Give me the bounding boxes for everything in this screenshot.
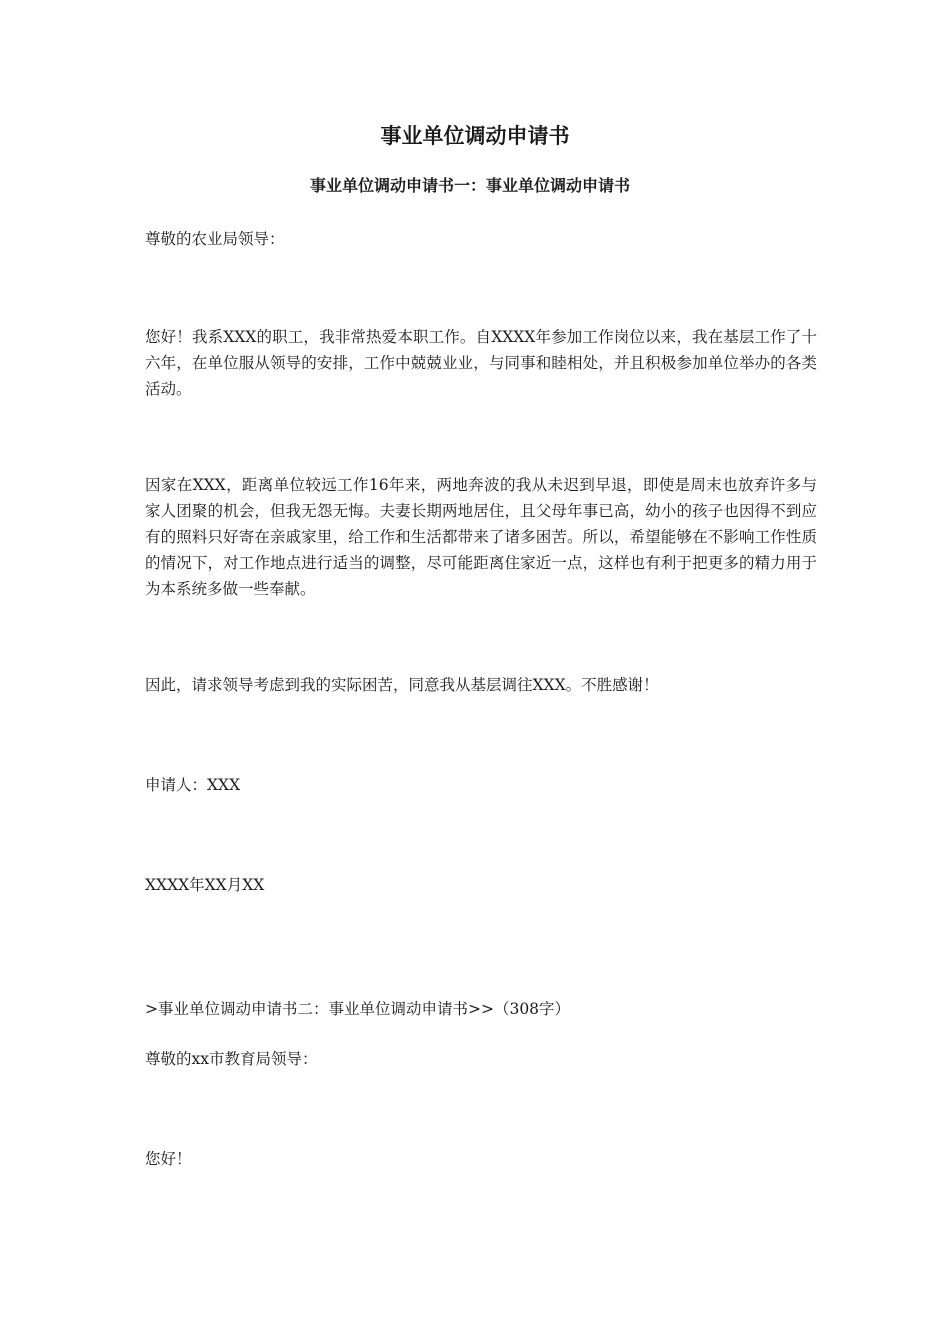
salutation-1: 尊敬的农业局领导： xyxy=(145,230,285,248)
salutation-2: 尊敬的xx市教育局领导： xyxy=(145,1050,318,1068)
document-title: 事业单位调动申请书 xyxy=(380,123,570,148)
date-line: XXXX年XX月XX xyxy=(145,876,265,894)
next-article-link[interactable]: >事业单位调动申请书二：事业单位调动申请书>>（308字） xyxy=(145,1000,571,1018)
paragraph-1: 您好！我系XXX的职工，我非常热爱本职工作。自XXXX年参加工作岗位以来，我在基层工作了十六年，在单位服从领导的安排，工作中兢兢业业，与同事和睦相处，并且积极参加单位举办的各类活动。 xyxy=(145,328,817,398)
applicant-line: 申请人：XXX xyxy=(145,776,241,794)
greeting-2: 您好！ xyxy=(145,1150,192,1168)
paragraph-2: 因家在XXX，距离单位较远工作16年来，两地奔波的我从未迟到早退，即使是周末也放弃许多与家人团聚的机会，但我无怨无悔。夫妻长期两地居住，且父母年事已高，幼小的孩子也因得不到应有的照料只好寄在亲戚家里，给工作和生活都带来了诸多困苦。所以，希望能够在不影响工作性质的情况下，对工作地点进行适当的调整，尽可能距离住家近一点，这样也有利于把更多的精力用于为本系统多做一些奉献。 xyxy=(145,476,817,598)
paragraph-3: 因此，请求领导考虑到我的实际困苦，同意我从基层调往XXX。不胜感谢！ xyxy=(145,676,659,694)
section-heading: 事业单位调动申请书一：事业单位调动申请书 xyxy=(310,176,631,195)
